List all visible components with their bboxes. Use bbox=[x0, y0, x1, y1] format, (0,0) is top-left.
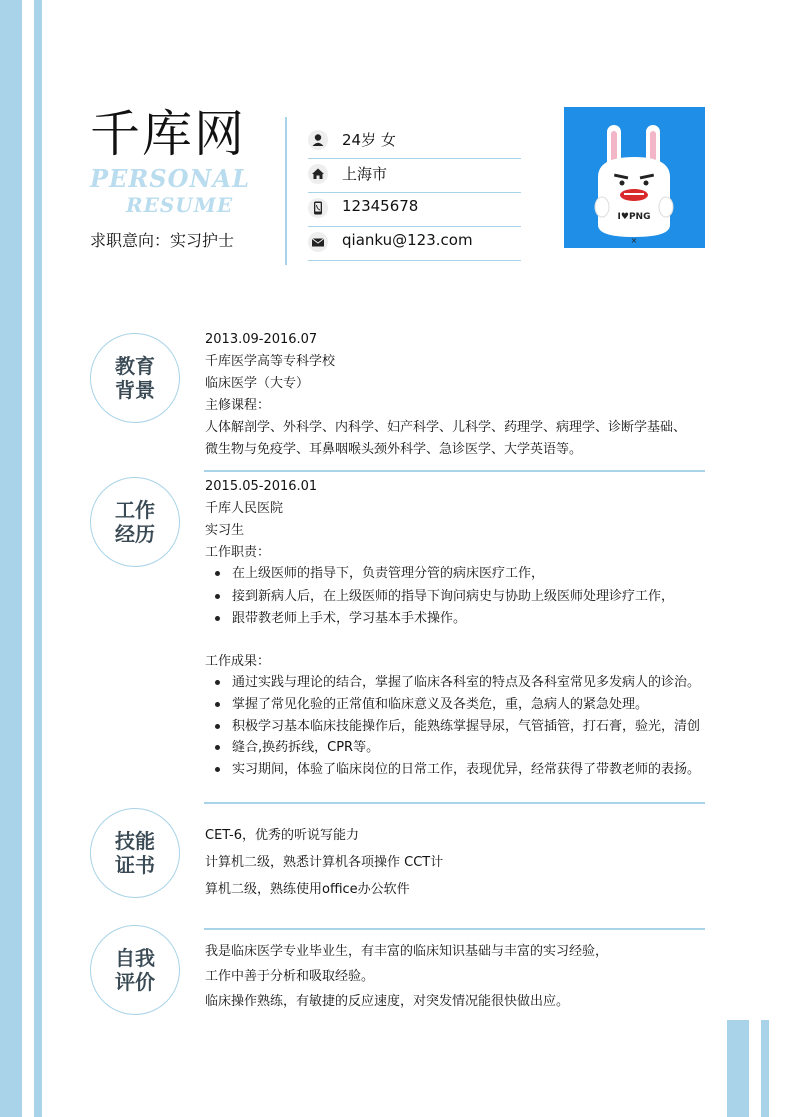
work-duty-text: 跟带教老师上手术，学习基本手术操作。 bbox=[232, 611, 467, 626]
work-position: 实习生 bbox=[205, 523, 245, 538]
work-duty-item bbox=[215, 586, 674, 607]
education-title-2: 背景 bbox=[115, 378, 155, 402]
rabbit-mascot-icon bbox=[564, 107, 705, 248]
work-results-label: 工作成果： bbox=[205, 654, 271, 669]
contact-phone bbox=[308, 192, 521, 227]
work-duty-text: 在上级医师的指导下，负责管理分管的病床医疗工作， bbox=[232, 566, 545, 581]
work-result-item bbox=[215, 716, 700, 737]
contact-age-gender-text: 24岁 女 bbox=[342, 131, 396, 149]
work-duty-item bbox=[215, 563, 544, 584]
personal-watermark: PERSONAL bbox=[90, 164, 250, 193]
skills-item: CET-6，优秀的听说写能力 bbox=[205, 828, 360, 843]
divider-work bbox=[204, 802, 705, 804]
work-title-1: 工作 bbox=[115, 498, 155, 522]
svg-text:×: × bbox=[630, 236, 638, 245]
section-badge-self bbox=[90, 925, 180, 1015]
contact-email bbox=[308, 226, 521, 261]
section-badge-skills bbox=[90, 808, 180, 898]
bottom-right-stripe-wide bbox=[727, 1020, 749, 1117]
contact-city bbox=[308, 158, 521, 193]
left-stripe-wide bbox=[0, 0, 22, 1117]
work-result-text: 实习期间，体验了临床岗位的日常工作，表现优异，经常获得了带教老师的表扬。 bbox=[232, 762, 701, 777]
contact-age-gender bbox=[308, 124, 521, 159]
skills-title-1: 技能 bbox=[115, 829, 155, 853]
self-item: 我是临床医学专业毕业生，有丰富的临床知识基础与丰富的实习经验， bbox=[205, 944, 609, 959]
mail-icon bbox=[308, 232, 328, 252]
work-result-text: 通过实践与理论的结合，掌握了临床各科室的特点及各科室常见多发病人的诊治。 bbox=[232, 675, 701, 690]
work-result-item bbox=[215, 672, 700, 693]
work-title-2: 经历 bbox=[115, 522, 155, 546]
photo-badge: I♥PNG bbox=[617, 212, 651, 222]
bottom-right-stripe-narrow bbox=[761, 1020, 769, 1117]
contact-phone-text: 12345678 bbox=[342, 197, 419, 215]
work-result-text: 积极学习基本临床技能操作后，能熟练掌握导尿，气管插管，打石膏，验光，清创 bbox=[232, 719, 701, 734]
education-courses-line1: 人体解剖学、外科学、内科学、妇产科学、儿科学、药理学、病理学、诊断学基础、 bbox=[205, 420, 687, 435]
phone-icon bbox=[308, 198, 328, 218]
work-duties-label: 工作职责： bbox=[205, 545, 271, 560]
work-duty-text: 接到新病人后，在上级医师的指导下询问病史与协助上级医师处理诊疗工作， bbox=[232, 589, 675, 604]
contact-email-text: qianku@123.com bbox=[342, 231, 473, 249]
person-icon bbox=[308, 130, 328, 150]
education-courses-line2: 微生物与免疫学、耳鼻咽喉头颈外科学、急诊医学、大学英语等。 bbox=[205, 442, 583, 457]
contact-city-text: 上海市 bbox=[342, 165, 388, 183]
avatar-photo bbox=[564, 107, 705, 248]
education-title-1: 教育 bbox=[115, 354, 155, 378]
left-stripe-narrow bbox=[34, 0, 42, 1117]
work-company: 千库人民医院 bbox=[205, 501, 284, 516]
work-result-text: 掌握了常见化验的正常值和临床意义及各类危，重，急病人的紧急处理。 bbox=[232, 697, 649, 712]
home-icon bbox=[308, 164, 328, 184]
divider-skills bbox=[204, 928, 705, 930]
divider-education bbox=[204, 470, 705, 472]
self-title-2: 评价 bbox=[115, 970, 155, 994]
education-date: 2013.09-2016.07 bbox=[205, 332, 318, 347]
work-result-text: 缝合,换药拆线，CPR等。 bbox=[232, 740, 380, 755]
resume-name: 千库网 bbox=[90, 105, 246, 163]
resume-watermark: RESUME bbox=[126, 193, 234, 217]
work-result-item bbox=[215, 694, 648, 715]
self-title-1: 自我 bbox=[115, 946, 155, 970]
education-courses-label: 主修课程： bbox=[205, 398, 271, 413]
section-badge-education bbox=[90, 333, 180, 423]
self-item: 工作中善于分析和吸取经验。 bbox=[205, 969, 375, 984]
skills-title-2: 证书 bbox=[115, 853, 155, 877]
header-divider bbox=[285, 117, 287, 265]
education-school: 千库医学高等专科学校 bbox=[205, 354, 336, 369]
skills-item: 计算机二级，熟悉计算机各项操作 CCT计 bbox=[205, 855, 444, 870]
self-item: 临床操作熟练，有敏捷的反应速度，对突发情况能很快做出应。 bbox=[205, 994, 570, 1009]
skills-item: 算机二级，熟练使用office办公软件 bbox=[205, 882, 410, 897]
work-duty-item bbox=[215, 608, 466, 629]
job-intent: 求职意向：实习护士 bbox=[90, 231, 235, 250]
section-badge-work bbox=[90, 477, 180, 567]
work-result-item bbox=[215, 759, 700, 780]
work-result-item bbox=[215, 737, 379, 758]
education-major: 临床医学（大专） bbox=[205, 376, 310, 391]
work-date: 2015.05-2016.01 bbox=[205, 479, 318, 494]
